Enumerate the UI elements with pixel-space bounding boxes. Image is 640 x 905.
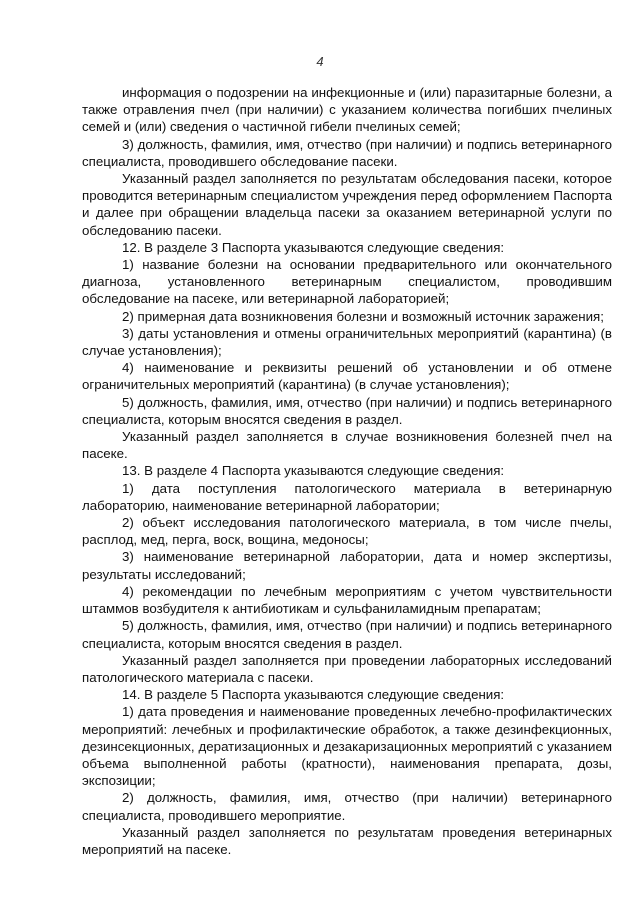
paragraph: информация о подозрении на инфекционные и (или) паразитарные болезни, а также отравления пчел (при наличии) с указанием количества погибших пчелиных семей и (или) сведения о частичной гибели пчелиных семей; — [82, 85, 612, 135]
paragraph: Указанный раздел заполняется по результатам проведения ветеринарных мероприятий на пасеке. — [82, 824, 612, 857]
list-item: 5) должность, фамилия, имя, отчество (при наличии) и подпись ветеринарного специалиста, которым вносятся сведения в раздел. — [82, 394, 612, 427]
list-item: 3) наименование ветеринарной лаборатории, дата и номер экспертизы, результаты исследований; — [82, 549, 612, 582]
section-heading: 13. В разделе 4 Паспорта указываются следующие сведения: — [122, 463, 505, 479]
list-item: 4) рекомендации по лечебным мероприятиям с учетом чувствительности штаммов возбудителя к антибиотикам и сульфаниламидным препаратам; — [82, 583, 612, 617]
page-number: 4 — [316, 54, 324, 69]
list-item: 1) дата поступления патологического материала в ветеринарную лабораторию, наименование ветеринарной лаборатории; — [82, 480, 612, 513]
list-item: 2) объект исследования патологического материала, в том числе пчелы, расплод, мед, перга, воск, вощина, медоносы; — [82, 515, 612, 548]
list-item: 3) даты установления и отмены ограничительных мероприятий (карантина) (в случае установления); — [82, 325, 612, 359]
section-heading: 12. В разделе 3 Паспорта указываются следующие сведения: — [122, 239, 505, 255]
list-item: 1) название болезни на основании предварительного или окончательного диагноза, установленного ветеринарным специалистом, проводившим обследование на пасеке, или ветеринарной лабораторией; — [82, 257, 612, 307]
list-item: 2) должность, фамилия, имя, отчество (при наличии) ветеринарного специалиста, проводившего мероприятие. — [82, 790, 612, 823]
list-item: 5) должность, фамилия, имя, отчество (при наличии) и подпись ветеринарного специалиста, которым вносятся сведения в раздел. — [82, 618, 612, 651]
paragraph: Указанный раздел заполняется при проведении лабораторных исследований патологического материала с пасеки. — [82, 652, 612, 685]
list-item: 1) дата проведения и наименование проведенных лечебно-профилактических мероприятий: лечебных и профилактические обработок, а также дезинфекционных, дезинсекционных, дератизационных и дезакаризационных мероприятий с указанием объема выполненной работы (кратности), наименования препарата, дозы, экспозиции; — [82, 704, 612, 789]
paragraph: Указанный раздел заполняется по результатам обследования пасеки, которое проводится ветеринарным специалистом учреждения перед оформлением Паспорта и далее при обращении владельца пасеки за оказанием ветеринарной услуги по обследованию пасеки. — [82, 171, 612, 238]
list-item: 2) примерная дата возникновения болезни и возможный источник заражения; — [122, 308, 604, 324]
paragraph: 3) должность, фамилия, имя, отчество (при наличии) и подпись ветеринарного специалиста, проводившего обследование пасеки. — [82, 136, 612, 169]
list-item: 4) наименование и реквизиты решений об установлении и об отмене ограничительных мероприятий (карантина) (в случае установления); — [82, 360, 612, 393]
paragraph: Указанный раздел заполняется в случае возникновения болезней пчел на пасеке. — [82, 429, 612, 462]
section-heading: 14. В разделе 5 Паспорта указываются следующие сведения: — [122, 687, 505, 703]
document-body — [82, 84, 612, 858]
